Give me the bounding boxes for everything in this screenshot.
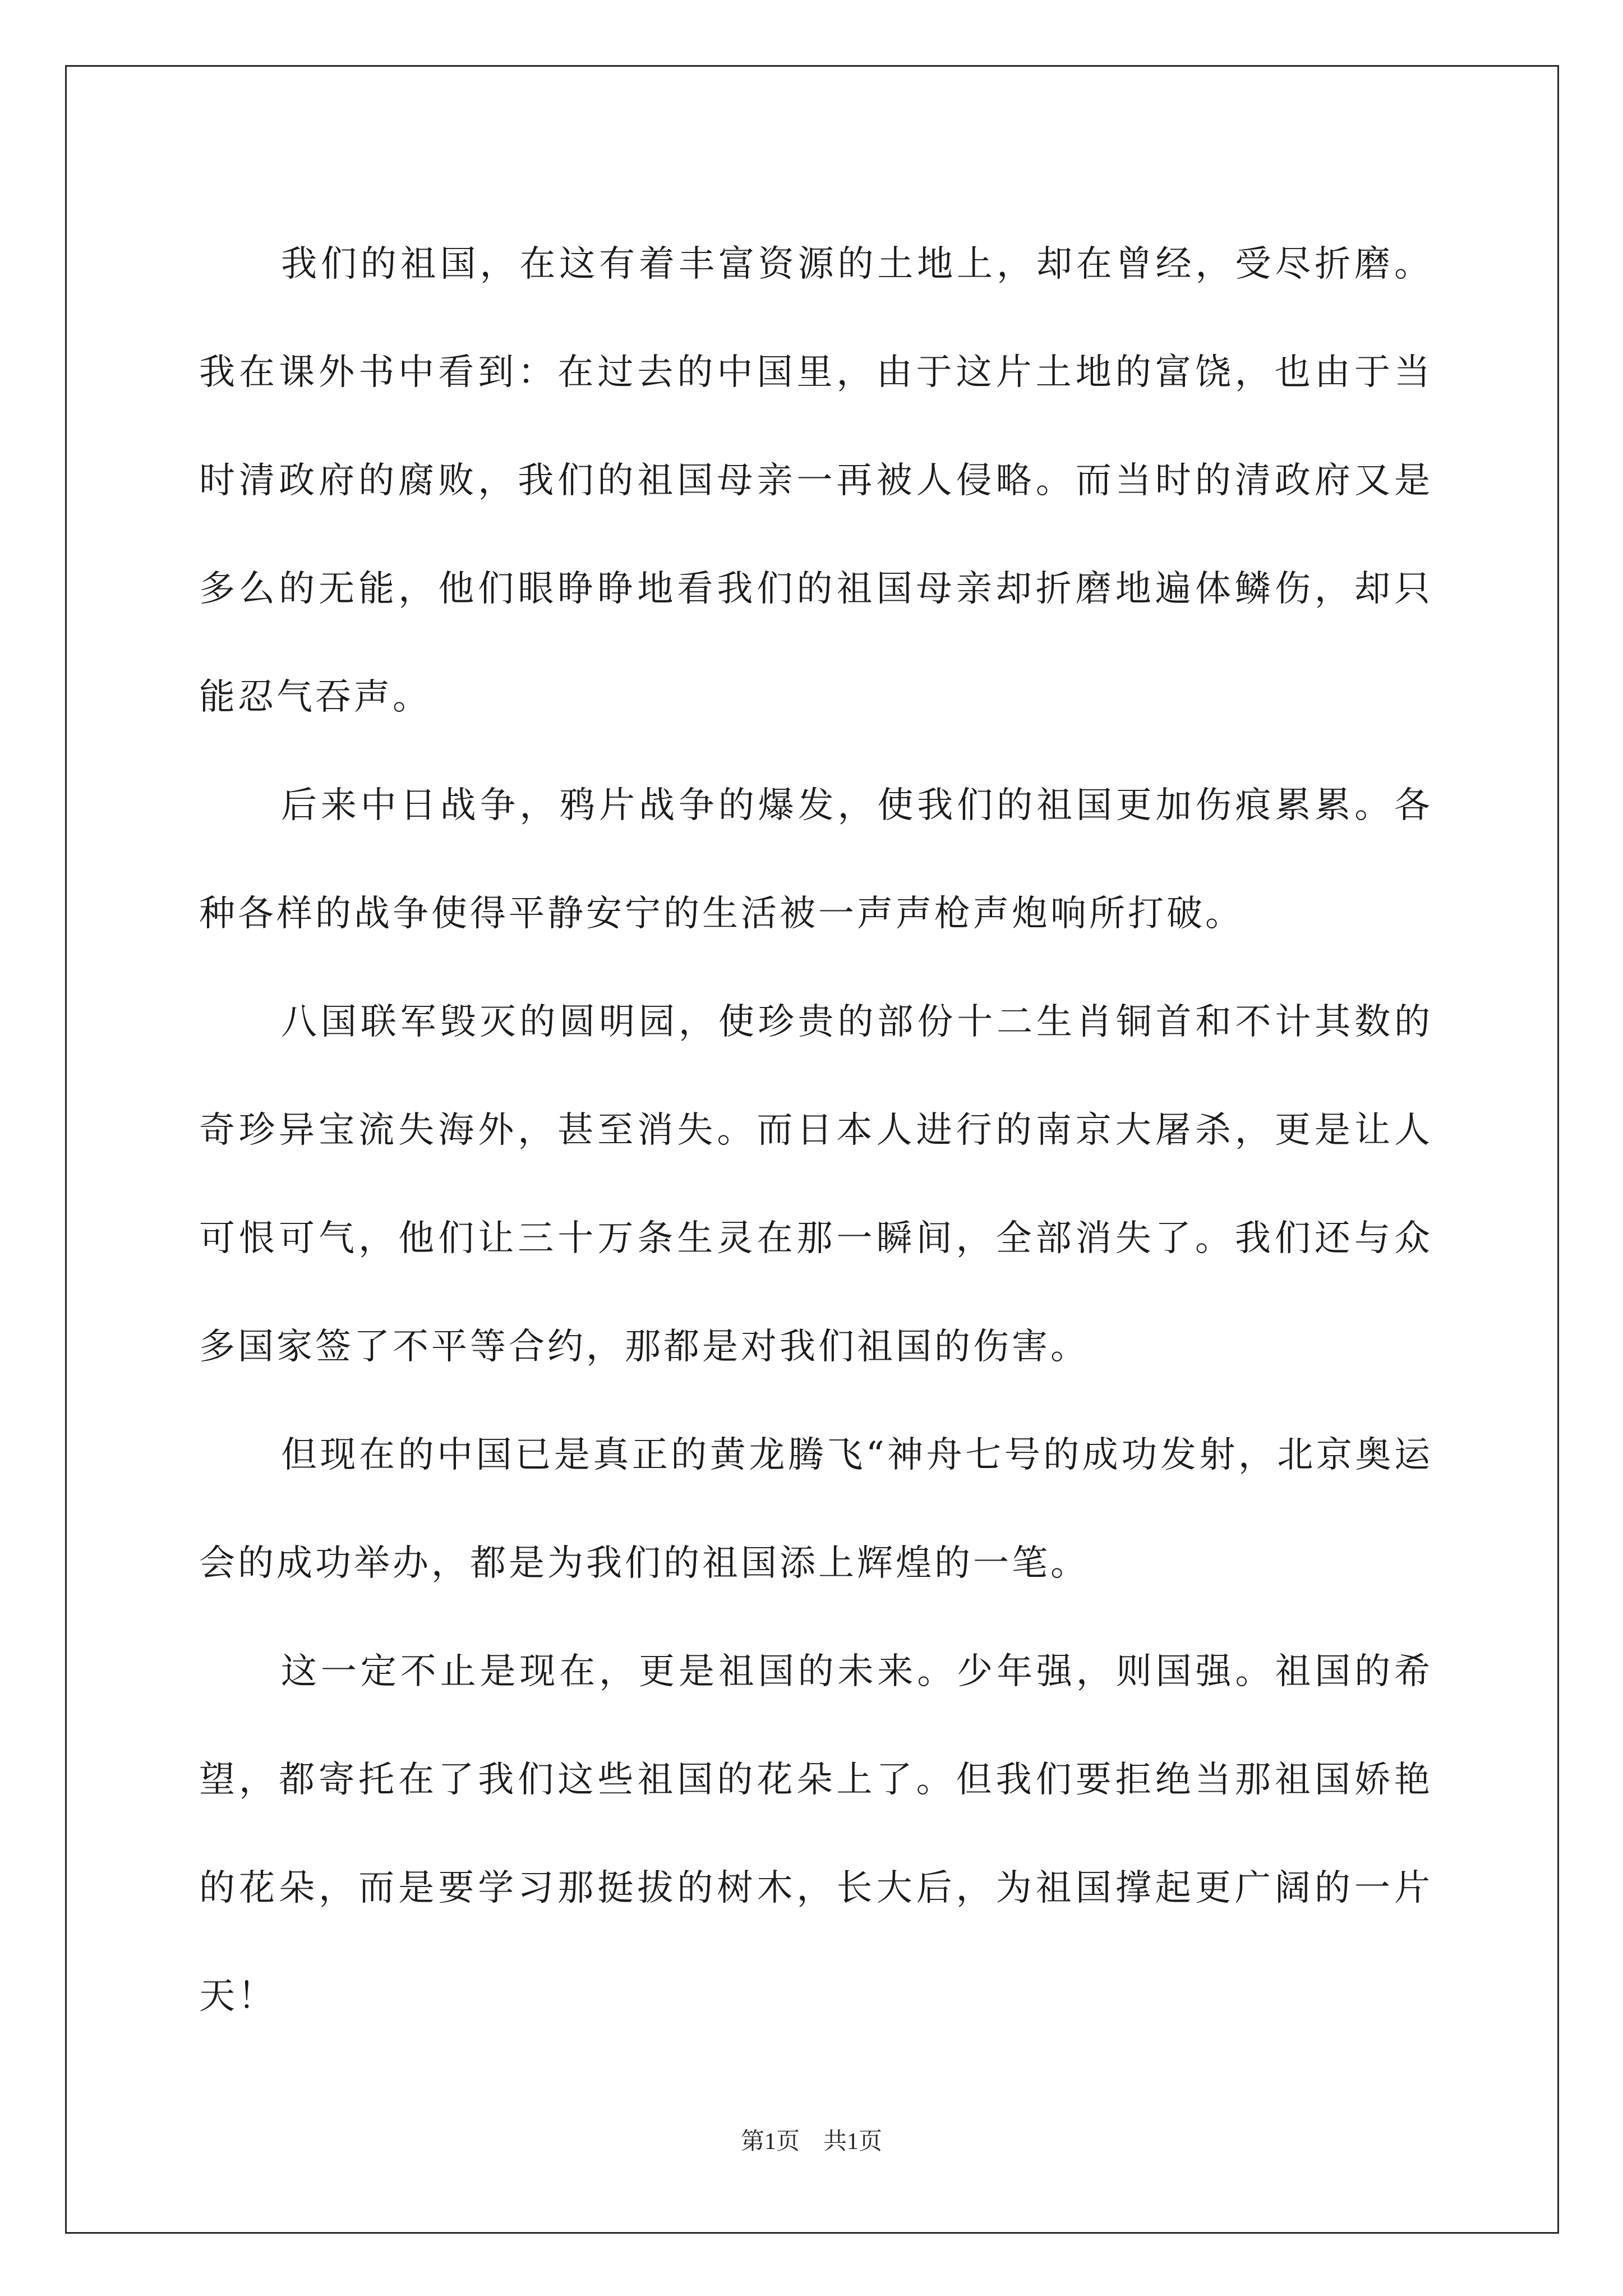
paragraph: 我们的祖国，在这有着丰富资源的土地上，却在曾经，受尽折磨。我在课外书中看到：在过去的中国里，由于这片土地的富饶，也由于当时清政府的腐败，我们的祖国母亲一再被人侵略。而当时的清政府又是多么的无能，他们眼睁睁地看我们的祖国母亲却折磨地遍体鳞伤，却只能忍气吞声。: [199, 243, 1433, 718]
paragraph: 这一定不止是现在，更是祖国的未来。少年强，则国强。祖国的希望，都寄托在了我们这些祖国的花朵上了。但我们要拒绝当那祖国娇艳的花朵，而是要学习那挺拔的树木，长大后，为祖国撑起更广阔的一片天！: [199, 1651, 1433, 2017]
paragraph: 后来中日战争，鸦片战争的爆发，使我们的祖国更加伤痕累累。各种各样的战争使得平静安宁的生活被一声声枪声炮响所打破。: [199, 785, 1433, 935]
document-body: [199, 210, 1433, 2051]
paragraph: 但现在的中国已是真正的黄龙腾飞“神舟七号的成功发射，北京奥运会的成功举办，都是为我们的祖国添上辉煌的一笔。: [199, 1434, 1433, 1584]
paragraph: 八国联军毁灭的圆明园，使珍贵的部份十二生肖铜首和不计其数的奇珍异宝流失海外，甚至消失。而日本人进行的南京大屠杀，更是让人可恨可气，他们让三十万条生灵在那一瞬间，全部消失了。我们还与众多国家签了不平等合约，那都是对我们祖国的伤害。: [199, 1001, 1433, 1368]
page-footer: 第1页 共1页: [740, 2129, 882, 2155]
